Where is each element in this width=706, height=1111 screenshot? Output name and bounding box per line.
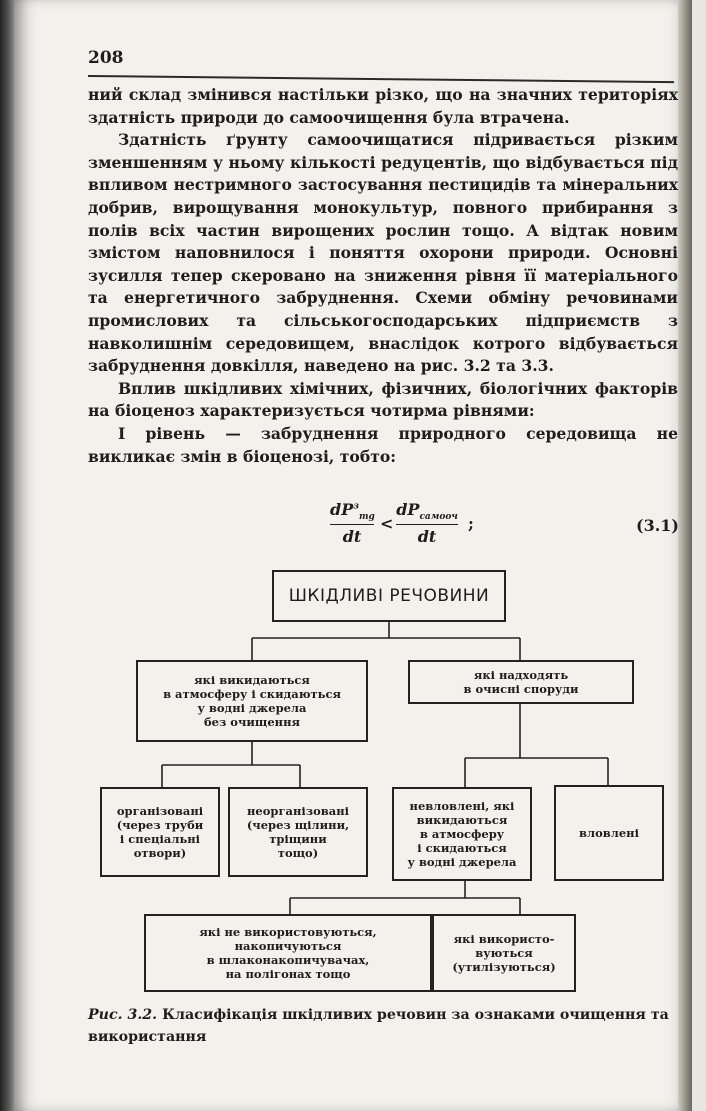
diagram-level1-left-box: які викидаються в атмосферу і скидаються у водні джерела без очищення	[136, 660, 368, 742]
diagram-level3-used-box: які використо- вуються (утилізуються)	[432, 914, 576, 992]
book-spine-shadow	[0, 0, 14, 1111]
diagram-level3-unused-box: які не використовуються, накопичуються в шлаконакопичувачах, на полігонах тощо	[144, 914, 432, 992]
right-numerator: $dP_{самооч}$	[396, 500, 458, 523]
diagram-level2-caught-box: вловлені	[554, 785, 664, 881]
paragraph-4: І рівень — забруднення природного середовища не викликає змін в біоценозі, тобто:	[88, 423, 678, 466]
equation-left-fraction	[330, 500, 374, 546]
equation-right-fraction	[396, 500, 458, 546]
paragraph-3: Вплив шкідливих хімічних, фізичних, біологічних факторів на біоценоз характеризується чотирма рівнями:	[88, 378, 678, 421]
page-number: 208	[88, 48, 124, 68]
figure-caption	[88, 1004, 678, 1048]
diagram-level2-organized-box: організовані (через труби і спеціальні отвори)	[100, 787, 220, 877]
diagram-level2-unorganized-box: неорганізовані (через щілини, тріщини тощо)	[228, 787, 368, 877]
equation-operator: <	[380, 514, 394, 533]
paragraph-2: Здатність ґрунту самоочищатися підривається різким зменшенням у ньому кількості редуцентів, що відбувається під впливом нестримного застосування пестицидів та мінеральних добрив, вирощування монокультур, повного прибирання з полів всіх частин вирощених рослин тощо. А відтак новим змістом наповнилося і поняття охорони природи. Основні зусилля тепер скеровано на зниження рівня її матеріального та енергетичного забруднення. Схеми обміну речовинами промислових та сільськогосподарських підприємств з навколишнім середовищем, внаслідок котрого відбувається забруднення довкілля, наведено на рис. 3.2 та 3.3.	[88, 130, 678, 376]
diagram-root-box: ШКІДЛИВІ РЕЧОВИНИ	[272, 570, 506, 622]
equation-3-1	[300, 500, 680, 552]
equation-number: (3.1)	[636, 516, 679, 535]
diagram-level2-uncaught-box: невловлені, які викидаються в атмосферу і скидаються у водні джерела	[392, 787, 532, 881]
left-numerator: $dP^з_{mg}$	[330, 500, 375, 523]
equation-semicolon: ;	[468, 514, 474, 533]
left-denominator: dt	[342, 527, 362, 547]
paragraph-1: ний склад змінився настільки різко, що на значних територіях здатність природи до самоочищення була втрачена.	[88, 85, 678, 127]
page-edge-shadow	[678, 0, 692, 1111]
right-denominator: dt	[417, 527, 437, 547]
diagram-level1-right-box: які надходять в очисні споруди	[408, 660, 634, 704]
body-text	[88, 84, 678, 468]
caption-text: Класифікація шкідливих речовин за ознаками очищення та використання	[88, 1007, 669, 1045]
caption-label: Рис. 3.2.	[88, 1007, 158, 1023]
